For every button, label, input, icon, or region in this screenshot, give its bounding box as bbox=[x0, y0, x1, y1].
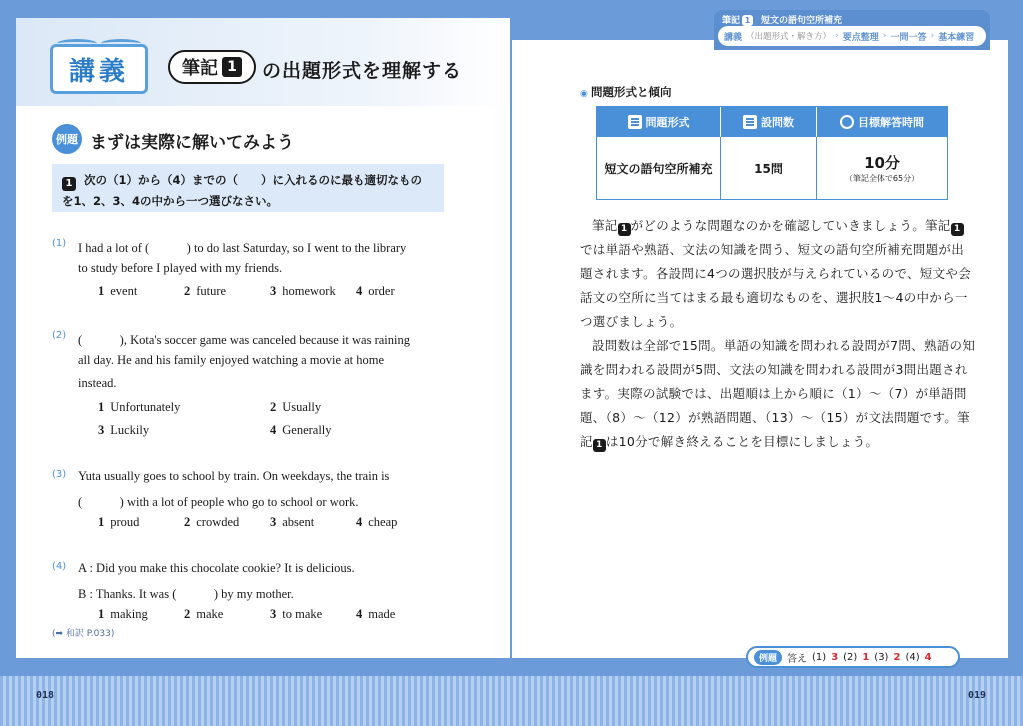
option: 4 order bbox=[356, 284, 395, 298]
chapter-nav bbox=[718, 26, 986, 46]
answer-badge: 例題 bbox=[754, 650, 782, 665]
answer-label: 答え bbox=[787, 653, 808, 665]
chapter-tab-label: 筆記 1 短文の語句空所補充 bbox=[722, 16, 843, 26]
question-number: (3) bbox=[52, 469, 67, 480]
option: 2 crowded bbox=[184, 515, 240, 529]
question-line: instead. bbox=[78, 376, 117, 390]
question-line: ( ) with a lot of people who go to school or work. bbox=[78, 495, 359, 509]
answer-value: 1 bbox=[862, 651, 870, 663]
option: 3 absent bbox=[270, 515, 315, 529]
answer-bar: 例題 答え (1) 3 (2) 1 (3) 2 (4) 4 bbox=[746, 646, 960, 668]
lecture-badge: 講義 bbox=[50, 44, 148, 94]
format-table: 問題形式 設問数 目標解答時間 短文の語句空所補充 15問 10分 （筆記全体で65分） bbox=[596, 106, 948, 200]
question-line: to study before I played with my friends. bbox=[78, 261, 283, 275]
option: 3 Luckily bbox=[98, 423, 150, 437]
paragraph-1: 筆記 1 がどのような問題なのかを確認していきましょう。筆記 1では単語や熟語、文法の知識を問う、短文の語句空所補充問題が出題されます。各設問に4つの選択肢が与えられているので、短文や会話文の空所に当てはまる最も適切なものを、選択肢1〜4の中から一つ選びましょう。 bbox=[580, 218, 972, 329]
option: 2 future bbox=[184, 284, 227, 298]
answer-value: 4 bbox=[924, 651, 932, 663]
stopwatch-icon bbox=[840, 115, 854, 129]
page-number-right: 019 bbox=[968, 690, 987, 701]
question-line: ( ), Kota's soccer game was canceled because it was raining bbox=[78, 333, 410, 347]
format-heading: ◉ 問題形式と傾向 bbox=[580, 84, 672, 100]
instruction-line1: 次の（1）から（4）までの（ ）に入れるのに最も適切なもの bbox=[84, 173, 422, 187]
answer-value: 3 bbox=[831, 651, 839, 663]
pencil-icon bbox=[628, 115, 642, 129]
answer-value: 2 bbox=[893, 651, 901, 663]
question-number: (1) bbox=[52, 238, 67, 249]
count-cell: 15問 bbox=[721, 137, 817, 199]
page-number-left: 018 bbox=[36, 690, 55, 701]
instruction-number: 1 bbox=[62, 177, 76, 191]
nav-lecture-sub: （出題形式・解き方） bbox=[746, 32, 832, 42]
question-2 bbox=[52, 330, 452, 440]
translation-reference-link[interactable]: (➡ 和訳 P.033) bbox=[52, 629, 115, 639]
question-3 bbox=[52, 469, 452, 533]
nav-summary[interactable]: 要点整理 bbox=[842, 32, 879, 43]
example-badge: 例題 bbox=[52, 124, 82, 154]
instruction-box bbox=[52, 164, 444, 212]
option: 2 make bbox=[184, 607, 224, 621]
page-title: の出題形式を理解する bbox=[262, 60, 463, 82]
example-title: まずは実際に解いてみよう bbox=[90, 133, 294, 153]
list-icon bbox=[743, 115, 757, 129]
question-line: all day. He and his family enjoyed watching a movie at home bbox=[78, 353, 385, 367]
chevron-right-icon: › bbox=[835, 31, 839, 41]
instruction-line2: を1、2、3、4の中から一つ選びなさい。 bbox=[62, 194, 279, 208]
option: 1 event bbox=[98, 284, 138, 298]
section-number: 1 bbox=[222, 57, 242, 77]
question-number: (2) bbox=[52, 330, 67, 341]
nav-lecture[interactable]: 講義 bbox=[724, 32, 743, 43]
format-cell: 短文の語句空所補充 bbox=[597, 137, 721, 199]
time-cell: 10分 （筆記全体で65分） bbox=[844, 154, 920, 183]
option: 3 homework bbox=[270, 284, 336, 298]
question-number: (4) bbox=[52, 561, 67, 572]
chevron-right-icon: › bbox=[882, 31, 887, 41]
option: 1 Unfortunately bbox=[98, 400, 181, 414]
section-pill bbox=[168, 50, 256, 84]
section-label: 筆記 bbox=[182, 58, 218, 79]
question-line: B : Thanks. It was ( ) by my mother. bbox=[78, 587, 294, 601]
question-4 bbox=[52, 561, 452, 625]
option: 3 to make bbox=[270, 607, 323, 621]
footer-stripes bbox=[0, 676, 1023, 726]
question-line: A : Did you make this chocolate cookie? It is delicious. bbox=[78, 561, 355, 575]
option: 2 Usually bbox=[270, 400, 322, 414]
option: 1 making bbox=[98, 607, 148, 621]
option: 1 proud bbox=[98, 515, 140, 529]
option: 4 Generally bbox=[270, 423, 332, 437]
question-1 bbox=[52, 238, 452, 302]
option: 4 made bbox=[356, 607, 396, 621]
nav-practice[interactable]: 基本練習 bbox=[938, 32, 975, 43]
question-line: I had a lot of ( ) to do last Saturday, so I went to the library bbox=[78, 241, 407, 255]
option: 4 cheap bbox=[356, 515, 398, 529]
paragraph-2: 設問数は全部で15問。単語の知識を問われる設問が7問、熟語の知識を問われる設問が5問、文法の知識を問われる設問が3問出題されます。実際の試験では、出題順は上から順に（1）〜（7）が単語問題、（8）〜（12）が熟語問題、（13）〜（15）が文法問題です。筆記 1 は10分で解き終えることを目標にしましょう。 bbox=[580, 338, 976, 450]
question-line: Yuta usually goes to school by train. On weekdays, the train is bbox=[78, 469, 390, 483]
chevron-right-icon: › bbox=[930, 31, 935, 41]
nav-quiz[interactable]: 一問一答 bbox=[890, 32, 927, 43]
